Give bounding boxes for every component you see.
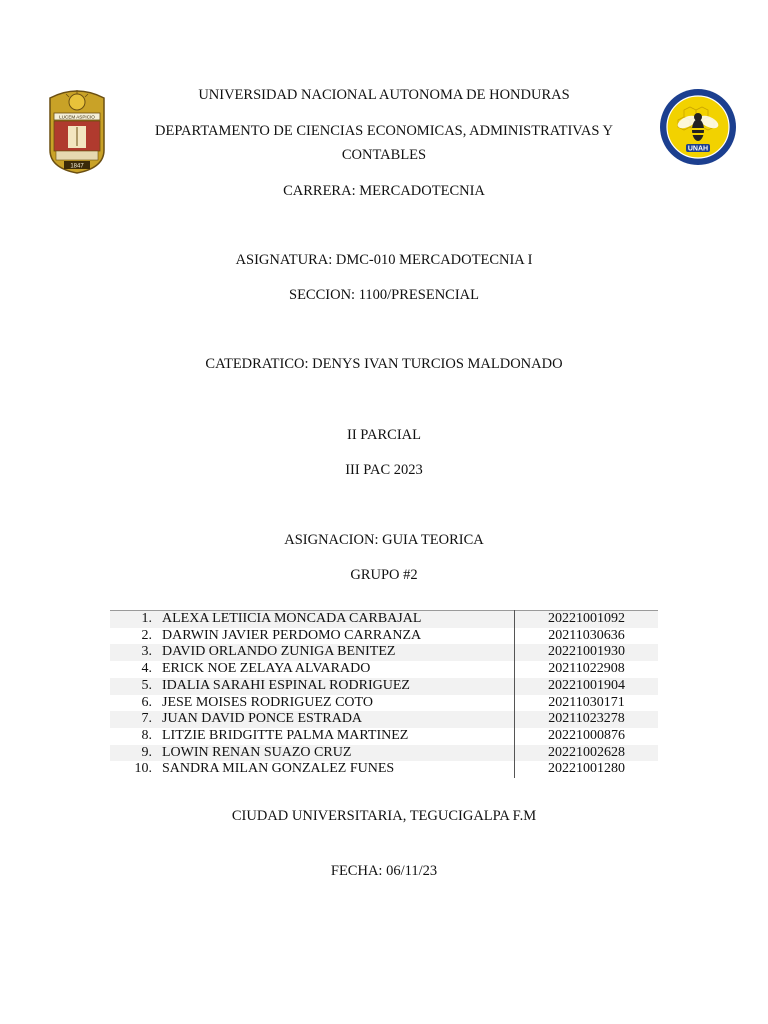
student-id: 20211022908 [548, 661, 625, 677]
location-line: CIUDAD UNIVERSITARIA, TEGUCIGALPA F.M [231, 808, 537, 824]
student-number: 6. [141, 694, 152, 710]
table-row [110, 661, 658, 678]
student-name: JESE MOISES RODRIGUEZ COTO [162, 695, 515, 712]
table-row [110, 644, 658, 661]
student-name: SANDRA MILAN GONZALEZ FUNES [162, 761, 515, 778]
student-number: 2. [141, 627, 152, 643]
assignment-line: ASIGNACION: GUIA TEORICA [284, 532, 484, 548]
student-name: LOWIN RENAN SUAZO CRUZ [162, 745, 515, 762]
table-row [110, 695, 658, 712]
student-id: 20221001904 [515, 678, 659, 695]
crest-year-text: 1847 [70, 163, 84, 170]
student-id: 20221001092 [515, 611, 659, 628]
student-table [110, 610, 658, 778]
career-line: CARRERA: MERCADOTECNIA [283, 183, 485, 199]
student-id: 20221000876 [548, 727, 625, 743]
student-name: LITZIE BRIDGITTE PALMA MARTINEZ [162, 728, 515, 745]
student-number: 7. [110, 711, 162, 728]
seal-badge-text: UNAH [687, 145, 709, 153]
student-number: 10. [134, 761, 152, 777]
section-line: SECCION: 1100/PRESENCIAL [289, 287, 479, 303]
student-name: ERICK NOE ZELAYA ALVARADO [162, 661, 515, 678]
professor-line: CATEDRATICO: DENYS IVAN TURCIOS MALDONADO [205, 356, 563, 372]
student-id: 20221001930 [515, 644, 659, 661]
student-id: 20221002628 [515, 745, 659, 762]
student-name: DAVID ORLANDO ZUNIGA BENITEZ [162, 644, 515, 661]
table-row [110, 628, 658, 645]
group-line: GRUPO #2 [350, 567, 418, 583]
exam-line: II PARCIAL [347, 427, 421, 443]
student-name: IDALIA SARAHI ESPINAL RODRIGUEZ [162, 678, 515, 695]
student-id: 20211030171 [548, 694, 625, 710]
table-row [110, 711, 658, 728]
student-id: 20221001280 [548, 761, 625, 777]
table-row [110, 678, 658, 695]
table-row [110, 745, 658, 762]
table-row [110, 728, 658, 745]
department-line-1: DEPARTAMENTO DE CIENCIAS ECONOMICAS, ADMINISTRATIVAS Y [155, 123, 613, 139]
department-line-2: CONTABLES [341, 147, 427, 163]
student-number: 5. [110, 678, 162, 695]
crest-ribbon-text: LUCEM ASPICIO [59, 114, 95, 120]
student-number: 1. [110, 611, 162, 628]
student-id: 20211023278 [515, 711, 659, 728]
student-number: 3. [110, 644, 162, 661]
student-name: DARWIN JAVIER PERDOMO CARRANZA [162, 628, 515, 645]
table-row [110, 761, 658, 778]
student-name: ALEXA LETIICIA MONCADA CARBAJAL [162, 611, 515, 628]
period-line: III PAC 2023 [345, 462, 423, 478]
student-name: JUAN DAVID PONCE ESTRADA [162, 711, 515, 728]
student-number: 9. [110, 745, 162, 762]
student-number: 4. [141, 661, 152, 677]
university-name: UNIVERSIDAD NACIONAL AUTONOMA DE HONDURAS [198, 87, 570, 103]
student-id: 20211030636 [548, 627, 625, 643]
student-number: 8. [141, 727, 152, 743]
table-row [110, 611, 658, 628]
date-line: FECHA: 06/11/23 [330, 863, 438, 879]
subject-line: ASIGNATURA: DMC-010 MERCADOTECNIA I [235, 252, 533, 268]
